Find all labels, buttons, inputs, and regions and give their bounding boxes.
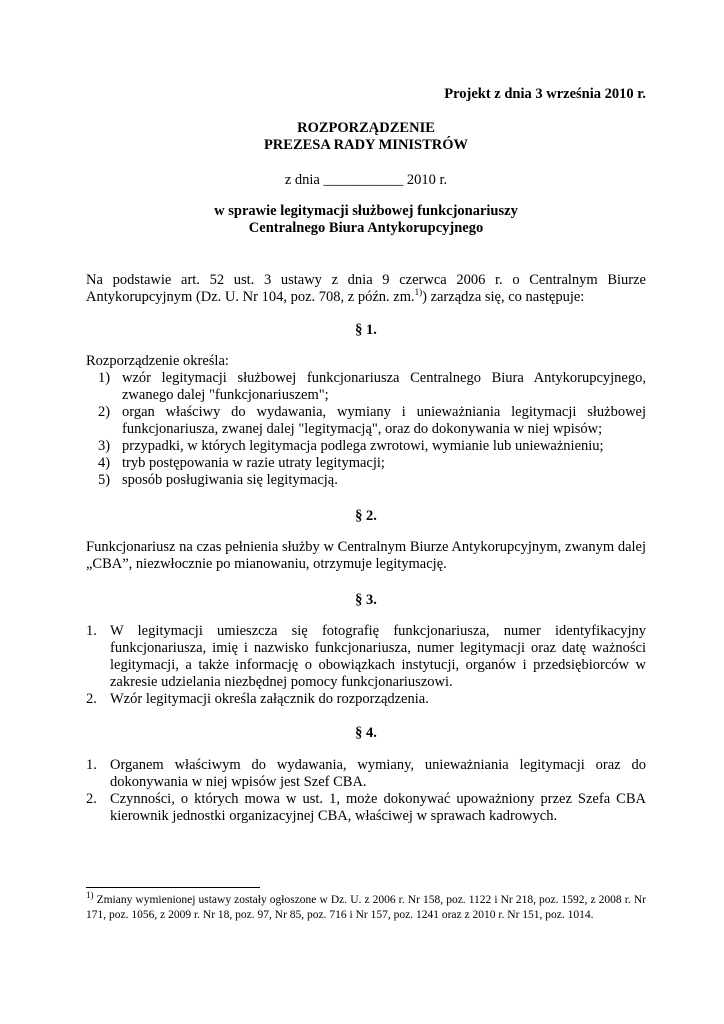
legal-basis-text: Na podstawie art. 52 ust. 3 ustawy z dnia 9 czerwca 2006 r. o Centralnym Biurze Antykorupcyjnym (Dz. U. Nr 104, poz. 708, z późn. zm. [86,272,646,305]
regulation-date: z dnia ___________ 2010 r. [284,172,448,188]
footnote-marker: 1) [86,890,94,901]
list-item-text: tryb postępowania w razie utraty legitymacji; [122,455,385,471]
subject-line-2: Centralnego Biura Antykorupcyjnego [248,220,484,236]
section-4-heading: § 4. [355,725,377,741]
section-2-heading: § 2. [355,508,377,524]
list-item-number: 2) [98,404,111,420]
list-item [86,404,646,438]
list-item [86,757,646,791]
list-item-text: przypadki, w których legitymacja podlega zwrotowi, wymianie lub unieważnieniu; [122,438,604,454]
list-item [86,623,646,691]
list-item-text: Organem właściwym do wydawania, wymiany, unieważniania legitymacji oraz do dokonywania w niej wpisów jest Szef CBA. [110,757,646,790]
regulation-title [86,120,646,154]
section-3-heading: § 3. [355,592,377,608]
list-item [86,791,646,825]
list-item-number: 4) [98,455,111,471]
list-item [86,370,646,404]
list-item-number: 1. [86,757,97,773]
draft-date-label: Projekt z dnia 3 września 2010 r. [444,86,646,102]
regulation-subject [86,203,646,237]
list-item-text: organ właściwy do wydawania, wymiany i unieważniania legitymacji służbowej funkcjonariusza, zwanej dalej "legitymacją", oraz do dokonywania w niej wpisów; [122,404,646,437]
legal-basis-text-end: ) zarządza się, co następuje: [422,289,585,305]
section-1-body [86,353,646,489]
section-1-heading: § 1. [355,322,377,338]
list-item-text: Wzór legitymacji określa załącznik do rozporządzenia. [110,691,429,707]
subject-line-1: w sprawie legitymacji służbowej funkcjonariuszy [214,203,518,219]
footnote [86,890,646,923]
list-item-text: Czynności, o których mowa w ust. 1, może dokonywać upoważniony przez Szefa CBA kierownik jednostki organizacyjnej CBA, właściwej w sprawach kadrowych. [110,791,646,824]
list-item-number: 1. [86,623,97,639]
list-item-number: 1) [98,370,111,386]
title-line-1: ROZPORZĄDZENIE [297,120,435,136]
legal-basis-paragraph [86,272,646,306]
list-item [86,472,646,489]
section-3-list [86,623,646,708]
list-item-number: 2. [86,791,97,807]
list-item-text: sposób posługiwania się legitymacją. [122,472,338,488]
footnote-text: Zmiany wymienionej ustawy zostały ogłoszone w Dz. U. z 2006 r. Nr 158, poz. 1122 i Nr 218, poz. 1592, z 2008 r. Nr 171, poz. 1056, z 2009 r. Nr 18, poz. 97, Nr 85, poz. 716 i Nr 157, poz. 1241 oraz z 2010 r. Nr 151, poz. 1014. [86,894,646,921]
list-item-text: W legitymacji umieszcza się fotografię funkcjonariusza, numer identyfikacyjny funkcjonariusza, imię i nazwisko funkcjonariusza, numer legitymacji oraz datę ważności legitymacji, a także informację o obowiązkach instytucji, organów i przedsiębiorców w zakresie udzielania niezbędnej pomocy funkcjonariuszowi. [110,623,646,690]
title-line-2: PREZESA RADY MINISTRÓW [263,137,469,153]
list-item [86,455,646,472]
list-item [86,438,646,455]
list-item-number: 3) [98,438,111,454]
section-2-text: Funkcjonariusz na czas pełnienia służby w Centralnym Biurze Antykorupcyjnym, zwanym dalej „CBA”, niezwłocznie po mianowaniu, otrzymuje legitymację. [86,539,646,572]
footnote-reference[interactable]: 1) [414,287,423,298]
section-4-body [86,757,646,825]
section-1-lead: Rozporządzenie określa: [86,353,229,369]
list-item [86,691,646,708]
section-3-body [86,623,646,708]
section-1-list [86,370,646,489]
list-item-text: wzór legitymacji służbowej funkcjonariusza Centralnego Biura Antykorupcyjnego, zwanego dalej "funkcjonariuszem"; [122,370,646,403]
footnote-divider [86,887,260,888]
list-item-number: 2. [86,691,97,707]
list-item-number: 5) [98,472,111,488]
section-4-list [86,757,646,825]
